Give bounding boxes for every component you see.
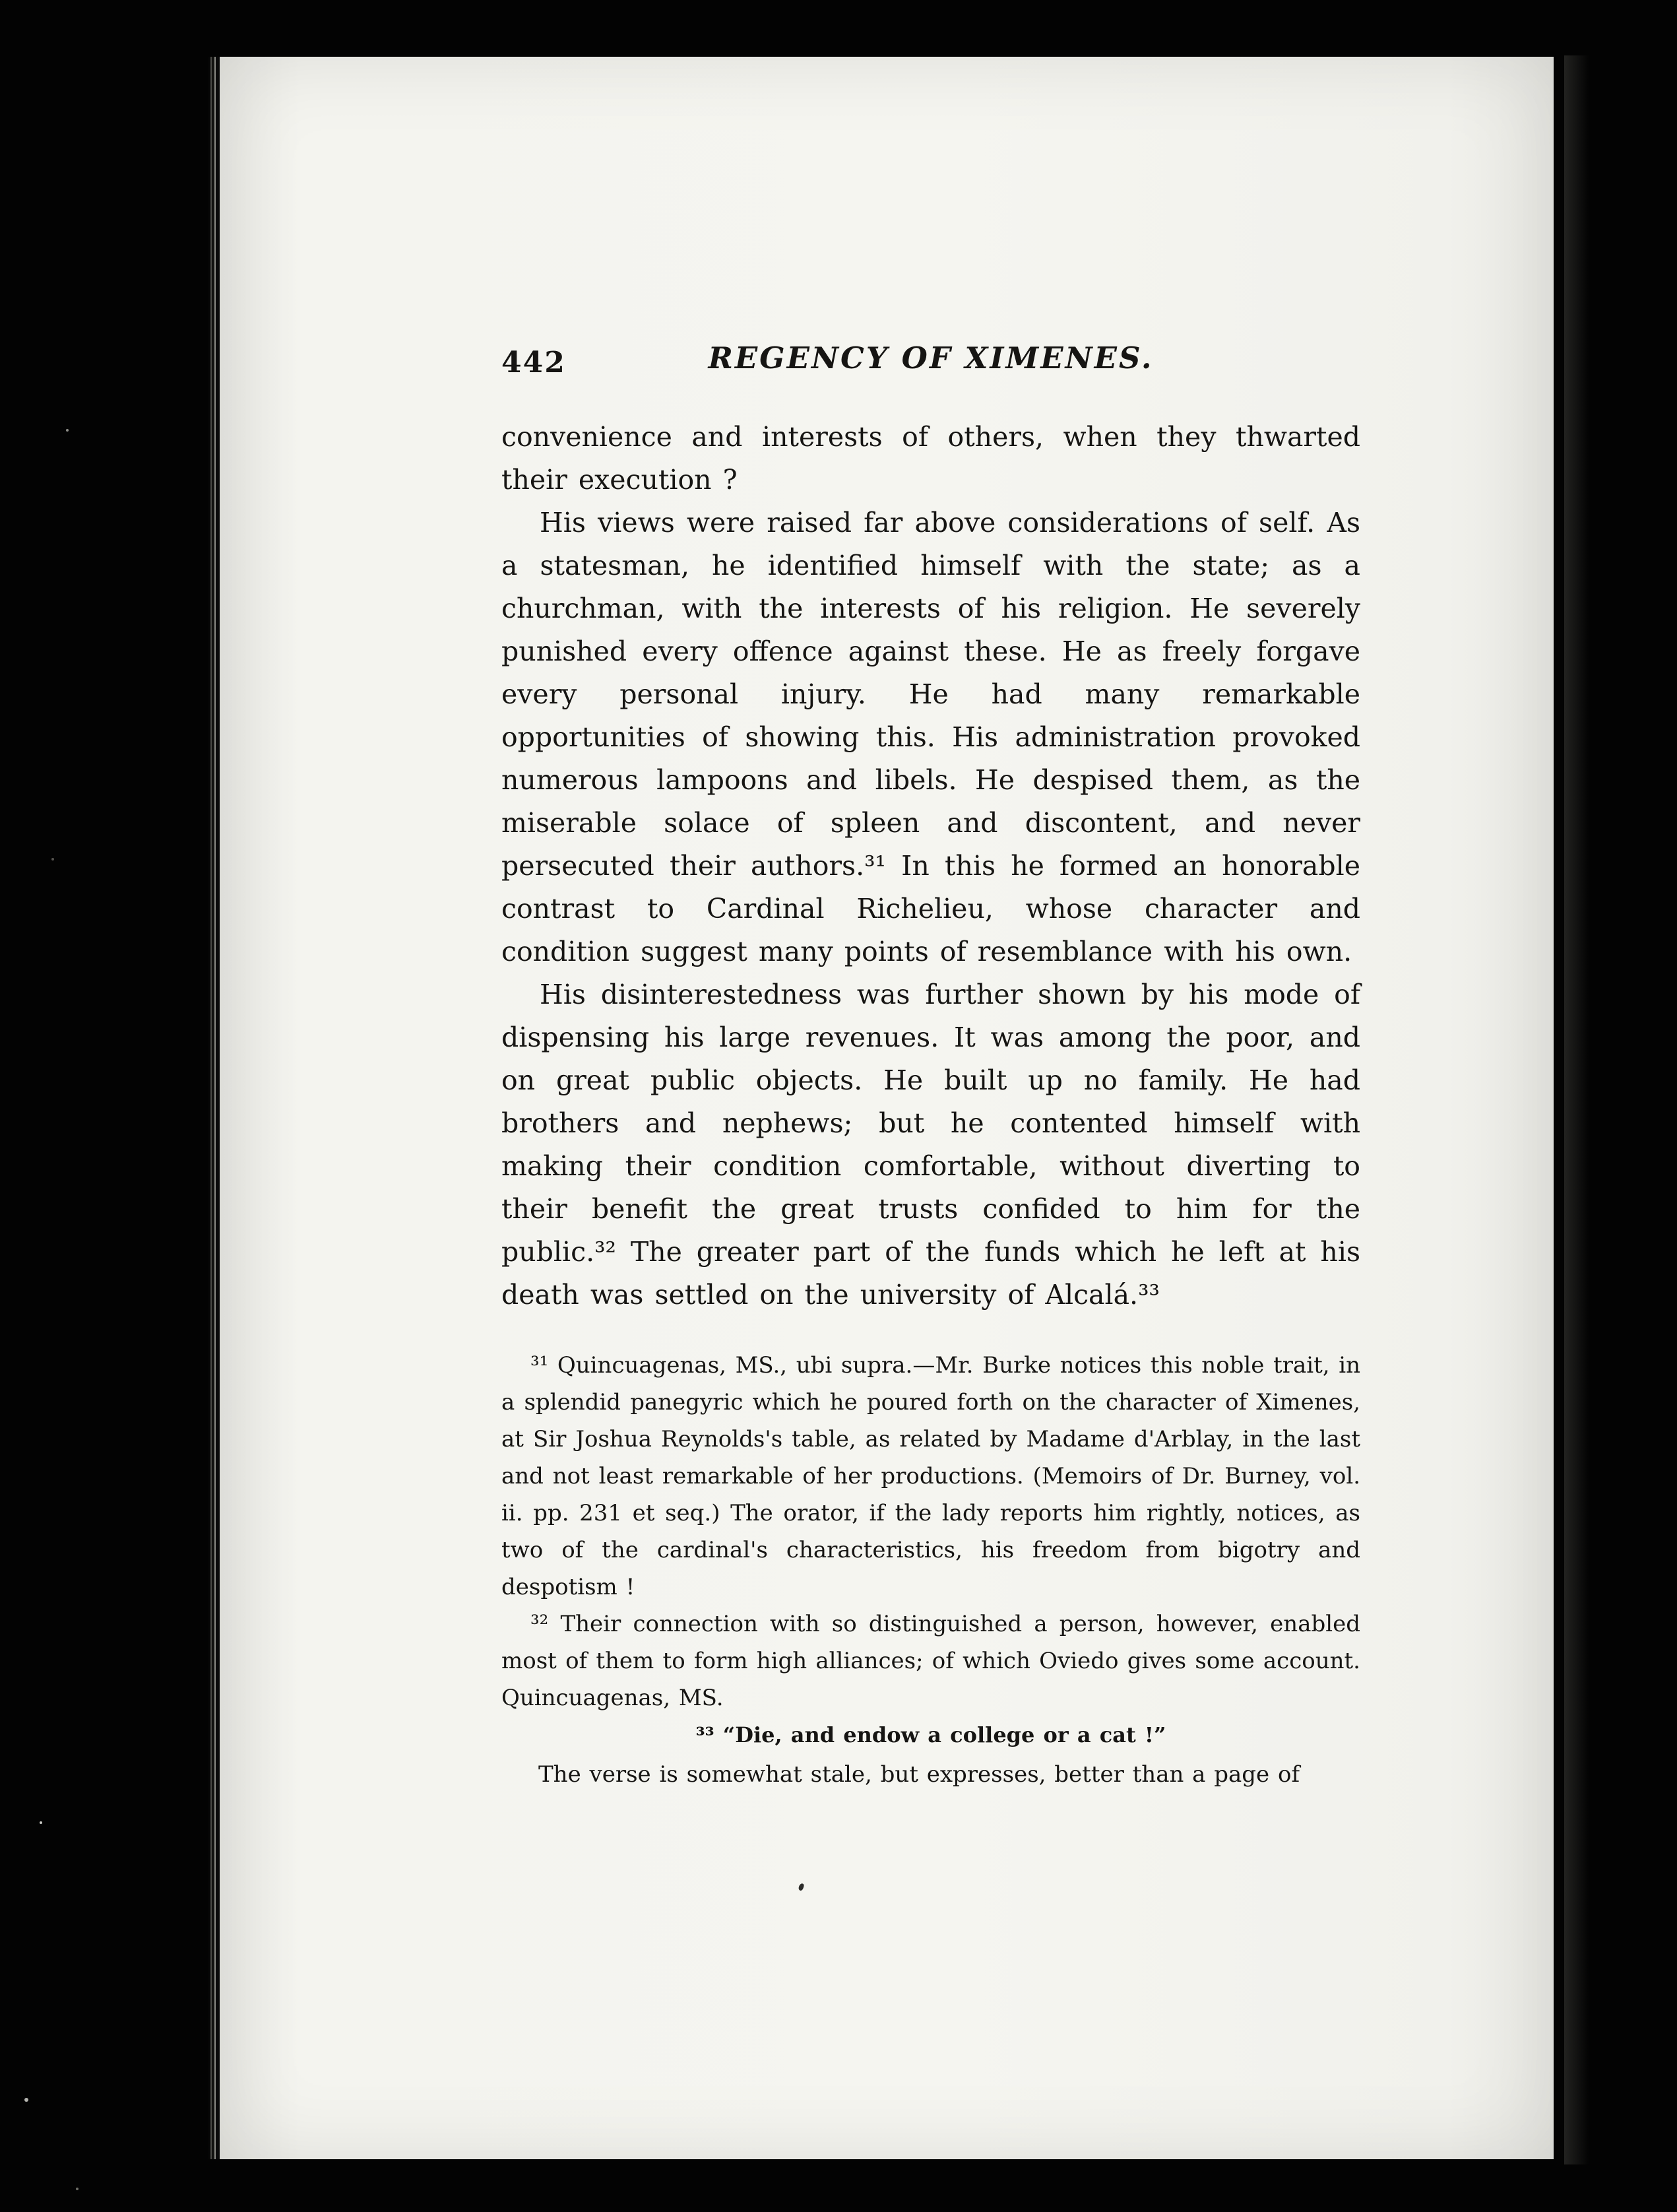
paragraph: His views were raised far above considerations of self. As a statesman, he identified himself with the state; as a churchman, with the interests of his religion. He severely punished every offence against these. He as freely forgave every personal injury. He had many remarkable opportunities of showing this. His administration provoked numerous lampoons and libels. He despised them, as the miserable solace of spleen and discontent, and never persecuted their authors.³¹ In this he formed an honorable contrast to Cardinal Richelieu, whose character and condition suggest many points of resemblance with his own.: [501, 507, 1360, 967]
running-head: REGENCY OF XIMENES.: [708, 341, 1154, 375]
book-page: [220, 57, 1554, 2159]
footnote-continuation-line: The verse is somewhat stale, but expresses, better than a page of: [538, 1761, 1300, 1788]
page-content: [501, 341, 1360, 1793]
adjacent-page-edge: [1564, 55, 1677, 2164]
footnote-31: ³¹ Quincuagenas, MS., ubi supra.—Mr. Burke notices this noble trait, in a splendid panegyric which he poured forth on the character of Ximenes, at Sir Joshua Reynolds's table, as related by Madame d'Arblay, in the last and not least remarkable of her productions. (Memoirs of Dr. Burney, vol. ii. pp. 231 et seq.) The orator, if the lady reports him rightly, notices, as two of the cardinal's characteristics, his freedom from bigotry and despotism !: [501, 1352, 1360, 1600]
page-number: 442: [501, 346, 566, 379]
paragraph: His disinterestedness was further shown by his mode of dispensing his large revenues. It was among the poor, and on great public objects. He built up no family. He had brothers and nephews; but he contented himself with making their condition comfortable, without diverting to their benefit the great trusts confided to him for the public.³² The greater part of the funds which he left at his death was settled on the university of Alcalá.³³: [501, 979, 1360, 1311]
page-left-edge: [208, 57, 220, 2159]
footnote-32: ³² Their connection with so distinguished a person, however, enabled most of them to form high alliances; of which Oviedo gives some account. Quincuagenas, MS.: [501, 1611, 1360, 1711]
page-header: [501, 341, 1360, 393]
body-text: [501, 416, 1360, 1317]
scan-speck: [798, 1883, 804, 1891]
paragraph-continuation: convenience and interests of others, when they thwarted their execution ?: [501, 421, 1360, 496]
footnote-33: ³³ “Die, and endow a college or a cat !”: [695, 1722, 1166, 1747]
footnotes-section: [501, 1347, 1360, 1793]
scan-dust-specks: [40, 1821, 42, 1824]
